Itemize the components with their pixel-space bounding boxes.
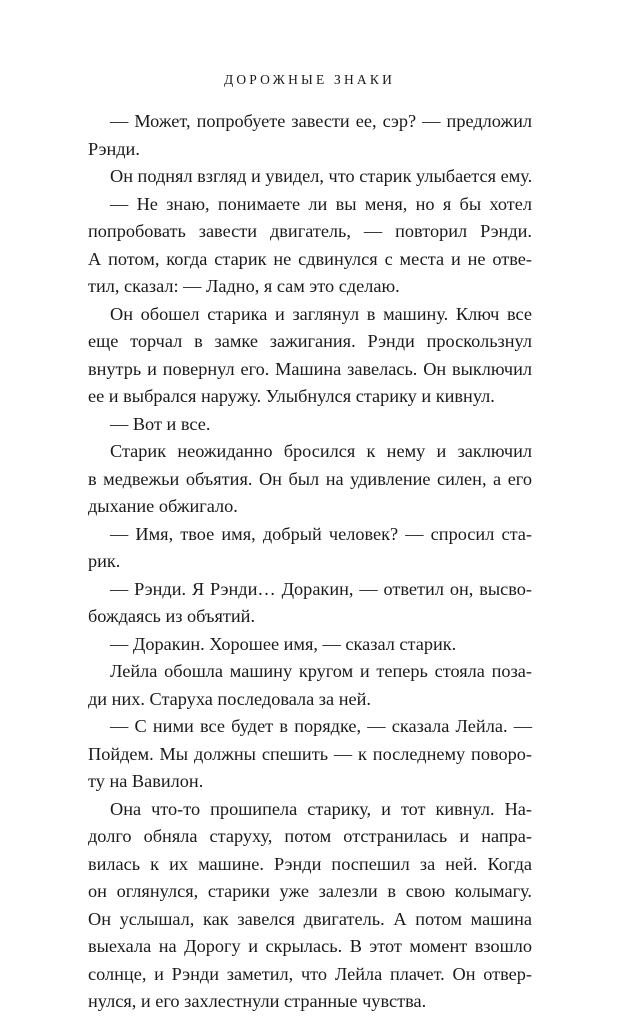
- text-line: внутрь и повернул его. Машина завелась. Он выключил: [88, 358, 532, 379]
- text-line: — Имя, твое имя, добрый человек? — спросил ста-: [110, 523, 532, 544]
- text-line: ту на Вавилон.: [88, 771, 204, 791]
- text-line: Старик неожиданно бросился к нему и заключил: [110, 441, 532, 461]
- text-line: — Может, попробуете завести ее, сэр? — предложил: [110, 111, 532, 131]
- text-line: А потом, когда старик не сдвинулся с места и не отве-: [88, 248, 532, 269]
- text-line: ее и выбрался наружу. Улыбнулся старику и кивнул.: [88, 386, 495, 406]
- body-text: [88, 108, 532, 1016]
- text-line: выехала на Дорогу и скрылась. В этот момент взошло: [88, 936, 532, 956]
- text-line: попробовать завести двигатель, — повторил Рэнди.: [88, 221, 532, 241]
- text-line: Она что-то прошипела старику, и тот кивнул. На-: [110, 798, 532, 819]
- text-line: долго обняла старуху, потом отстранилась и напра-: [88, 826, 532, 846]
- running-head: ДОРОЖНЫЕ ЗНАКИ: [223, 72, 396, 87]
- text-line: — Доракин. Хорошее имя, — сказал старик.: [110, 633, 457, 654]
- text-line: Лейла обошла машину кругом и теперь стояла поза-: [110, 661, 532, 681]
- text-line: дыхание обжигало.: [88, 496, 238, 516]
- text-line: Он поднял взгляд и увидел, что старик улыбается ему.: [110, 166, 533, 186]
- text-line: — Вот и все.: [110, 413, 211, 434]
- text-line: тил, сказал: — Ладно, я сам это сделаю.: [88, 276, 400, 296]
- text-line: в медвежьи объятия. Он был на удивление силен, а его: [88, 468, 532, 489]
- text-line: — Рэнди. Я Рэнди… Доракин, — ответил он, высво-: [110, 578, 532, 599]
- text-line: вилась к их машине. Рэнди поспешил за ней. Когда: [88, 853, 532, 874]
- text-line: — Не знаю, понимаете ли вы меня, но я бы хотел: [110, 193, 532, 214]
- text-line: он оглянулся, старики уже залезли в свою колымагу.: [88, 881, 532, 901]
- text-line: Рэнди.: [88, 138, 140, 159]
- text-line: Пойдем. Мы должны спешить — к последнему поворо-: [88, 743, 532, 764]
- text-line: рик.: [88, 551, 121, 571]
- text-line: Он услышал, как завелся двигатель. А потом машина: [88, 908, 532, 929]
- text-line: Он обошел старика и заглянул в машину. Ключ все: [110, 303, 532, 324]
- text-line: еще торчал в замке зажигания. Рэнди проскользнул: [88, 331, 532, 351]
- text-line: нулся, и его захлестнули странные чувства.: [88, 991, 427, 1011]
- text-line: — С ними все будет в порядке, — сказала Лейла. —: [110, 716, 532, 736]
- text-line: ди них. Старуха последовала за ней.: [88, 688, 371, 709]
- text-line: солнце, и Рэнди заметил, что Лейла плачет. Он отвер-: [88, 963, 532, 984]
- text-line: бождаясь из объятий.: [88, 606, 256, 626]
